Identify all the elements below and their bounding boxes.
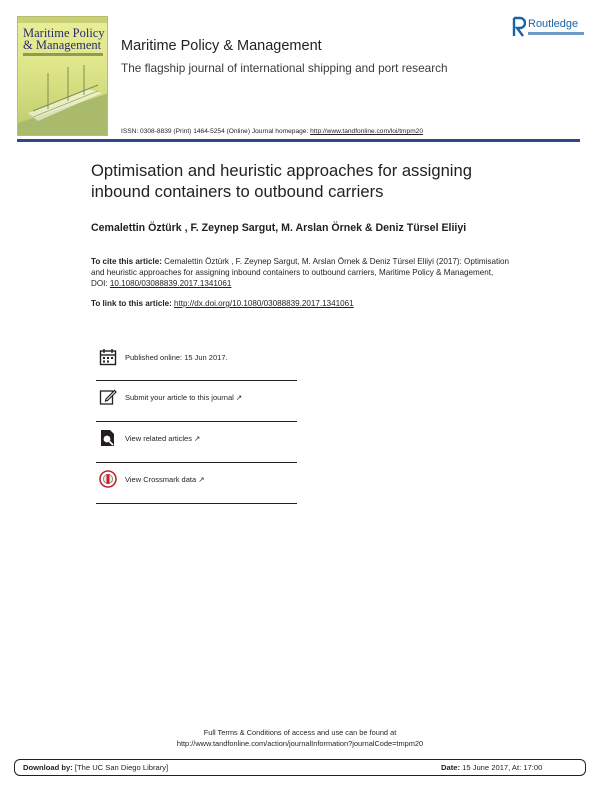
issn-line (121, 128, 423, 135)
publisher-subtitle-strip (528, 32, 584, 35)
issn-text: ISSN: 0308-8839 (Print) 1464-5254 (Online) Journal homepage: (121, 128, 311, 135)
action-divider (96, 462, 297, 463)
cover-top-bar (18, 17, 107, 23)
crossmark-icon (99, 470, 117, 488)
article-doi-link[interactable]: http://dx.doi.org/10.1080/03088839.2017.1341061 (174, 299, 354, 308)
cover-title-line2: & Management (23, 38, 102, 52)
search-document-icon (99, 429, 117, 447)
link-label: To link to this article: (91, 299, 175, 308)
related-articles-link[interactable] (99, 429, 297, 469)
article-authors: Cemalettin Öztürk , F. Zeynep Sargut, M. Arslan Örnek & Deniz Türsel Eliiyi (91, 222, 467, 234)
downloaded-by-value: [The UC San Diego Library] (72, 763, 169, 772)
citation-block (91, 257, 511, 289)
journal-homepage-link[interactable]: http://www.tandfonline.com/loi/tmpm20 (310, 128, 424, 135)
publisher-name: Routledge (528, 18, 579, 30)
link-block (91, 299, 354, 308)
edit-icon (99, 388, 117, 406)
crossmark-text: View Crossmark data ↗ (125, 475, 205, 484)
crossmark-link[interactable] (99, 470, 297, 510)
download-date-label: Date: (441, 763, 460, 772)
citation-text: Cemalettin Öztürk , F. Zeynep Sargut, M. Arslan Örnek & Deniz Türsel Eliiyi (2017): Optimisation and heuristic approaches for assigning inbound containers to outbound carriers, Maritime Policy & Management, DOI: (91, 257, 510, 288)
journal-tagline: The flagship journal of international shipping and port research (121, 61, 448, 75)
article-title: Optimisation and heuristic approaches for assigning inbound containers to outbound carriers (91, 161, 472, 201)
related-articles-text: View related articles ↗ (125, 434, 201, 443)
published-online-text: Published online: 15 Jun 2017. (125, 353, 228, 362)
citation-label: To cite this article: (91, 257, 162, 266)
cover-title (23, 27, 105, 51)
terms-line: Full Terms & Conditions of access and use can be found at (203, 728, 397, 737)
cover-subtitle-strip (23, 53, 103, 56)
routledge-logo-icon (512, 16, 526, 38)
calendar-icon (99, 348, 117, 366)
publisher-logo (512, 16, 588, 44)
downloaded-by (23, 763, 168, 772)
citation-doi-link[interactable]: 10.1080/03088839.2017.1341061 (109, 278, 232, 288)
journal-title: Maritime Policy & Management (121, 38, 322, 54)
terms-url-link[interactable]: http://www.tandfonline.com/action/journalInformation?journalCode=tmpm20 (176, 739, 424, 748)
action-divider (96, 421, 297, 422)
cover-title-line1: Maritime Policy (23, 26, 105, 40)
action-divider (96, 503, 297, 504)
download-date (441, 763, 542, 772)
cover-ship-illustration (18, 63, 108, 136)
journal-cover-image (17, 16, 108, 136)
action-divider (96, 380, 297, 381)
published-online-row (99, 348, 297, 388)
submit-article-text: Submit your article to this journal ↗ (125, 393, 243, 402)
download-date-value: 15 June 2017, At: 17:00 (460, 763, 543, 772)
download-info-bar (14, 759, 586, 776)
downloaded-by-label: Download by: (23, 763, 73, 772)
submit-article-link[interactable] (99, 388, 297, 428)
header-rule (17, 139, 580, 142)
